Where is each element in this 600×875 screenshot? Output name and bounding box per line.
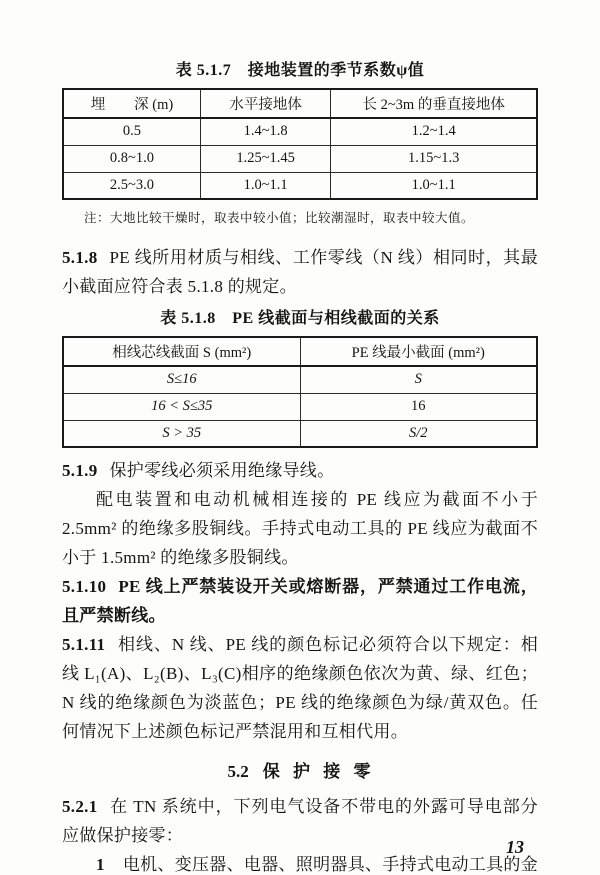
column-header-vertical-electrode: 长 2~3m 的垂直接地体 xyxy=(331,89,537,118)
table-cell: 0.8~1.0 xyxy=(63,145,200,172)
table-row xyxy=(63,145,537,172)
table-row xyxy=(63,393,537,420)
clause-text: PE 线所用材质与相线、工作零线（N 线）相同时，其最小截面应符合表 5.1.8 的规定。 xyxy=(62,248,538,296)
table-cell: 16 < S≤35 xyxy=(63,393,300,420)
table-header-row xyxy=(63,89,537,118)
list-item-text: 电机、变压器、电器、照明器具、手持式电动工具的金 xyxy=(122,855,539,874)
clause-text: PE 线上严禁装设开关或熔断器，严禁通过工作电流，且严禁断线。 xyxy=(62,577,538,625)
clause-number: 5.1.9 xyxy=(62,461,98,480)
table-cell: S xyxy=(300,366,537,393)
table-cell: S≤16 xyxy=(63,366,300,393)
column-header-horizontal-electrode: 水平接地体 xyxy=(200,89,330,118)
clause-text: 相线、N 线、PE 线的颜色标记必须符合以下规定：相线 L₁(A)、L₂(B)、L₃(C)相序的绝缘颜色依次为黄、绿、红色；N 线的绝缘颜色为淡蓝色；PE 线的绝缘颜色为绿/黄双色。任何情况下上述颜色标记严禁混用和互相代用。 xyxy=(62,635,538,741)
clause-number: 5.1.10 xyxy=(62,577,107,596)
table-cell: 1.2~1.4 xyxy=(331,118,537,145)
table-row xyxy=(63,118,537,145)
table-cell: 1.0~1.1 xyxy=(200,172,330,199)
table-cell: 1.15~1.3 xyxy=(331,145,537,172)
body-text xyxy=(62,243,538,875)
table-cell: S > 35 xyxy=(63,420,300,447)
clause-5-1-8 xyxy=(62,243,538,301)
table-row xyxy=(63,172,537,199)
table-note: 注：大地比较干燥时，取表中较小值；比较潮湿时，取表中较大值。 xyxy=(84,211,475,225)
page-number: 13 xyxy=(506,837,524,857)
table-5-1-8-title: 表 5.1.8 PE 线截面与相线截面的关系 xyxy=(160,310,440,327)
column-header-phase-wire-section: 相线芯线截面 S (mm²) xyxy=(63,337,300,366)
list-item-1 xyxy=(62,850,538,875)
column-header-burial-depth: 埋 深 (m) xyxy=(63,89,200,118)
clause-number: 5.1.8 xyxy=(62,248,98,267)
clause-number: 5.1.11 xyxy=(62,635,106,654)
table-cell: 16 xyxy=(300,393,537,420)
section-title: 保 护 接 零 xyxy=(262,762,373,781)
table-5-1-8-wrap xyxy=(62,336,538,448)
table-cell: 1.25~1.45 xyxy=(200,145,330,172)
clause-5-2-1 xyxy=(62,792,538,850)
clause-5-1-9 xyxy=(62,456,538,485)
clause-text: 保护零线必须采用绝缘导线。 xyxy=(109,461,335,480)
table-5-1-7-title: 表 5.1.7 接地装置的季节系数ψ值 xyxy=(175,62,425,79)
seasonal-coefficient-table xyxy=(62,88,538,200)
section-heading-5-2 xyxy=(62,757,538,782)
clause-5-1-10 xyxy=(62,572,538,630)
table-cell: 1.0~1.1 xyxy=(331,172,537,199)
table-cell: 0.5 xyxy=(63,118,200,145)
table-header-row xyxy=(63,337,537,366)
table-row xyxy=(63,420,537,447)
table-cell: 1.4~1.8 xyxy=(200,118,330,145)
pe-wire-section-table xyxy=(62,336,538,448)
table-cell: 2.5~3.0 xyxy=(63,172,200,199)
clause-5-1-11 xyxy=(62,630,538,746)
table-cell: S/2 xyxy=(300,420,537,447)
column-header-pe-min-section: PE 线最小截面 (mm²) xyxy=(300,337,537,366)
clause-text: 在 TN 系统中，下列电气设备不带电的外露可导电部分应做保护接零： xyxy=(62,797,538,845)
section-number: 5.2 xyxy=(227,762,249,781)
clause-5-1-9-paragraph: 配电装置和电动机械相连接的 PE 线应为截面不小于 2.5mm² 的绝缘多股铜线。手持式电动工具的 PE 线应为截面不小于 1.5mm² 的绝缘多股铜线。 xyxy=(62,490,538,567)
table-row xyxy=(63,366,537,393)
clause-number: 5.2.1 xyxy=(62,797,98,816)
list-item-number: 1 xyxy=(96,855,105,874)
